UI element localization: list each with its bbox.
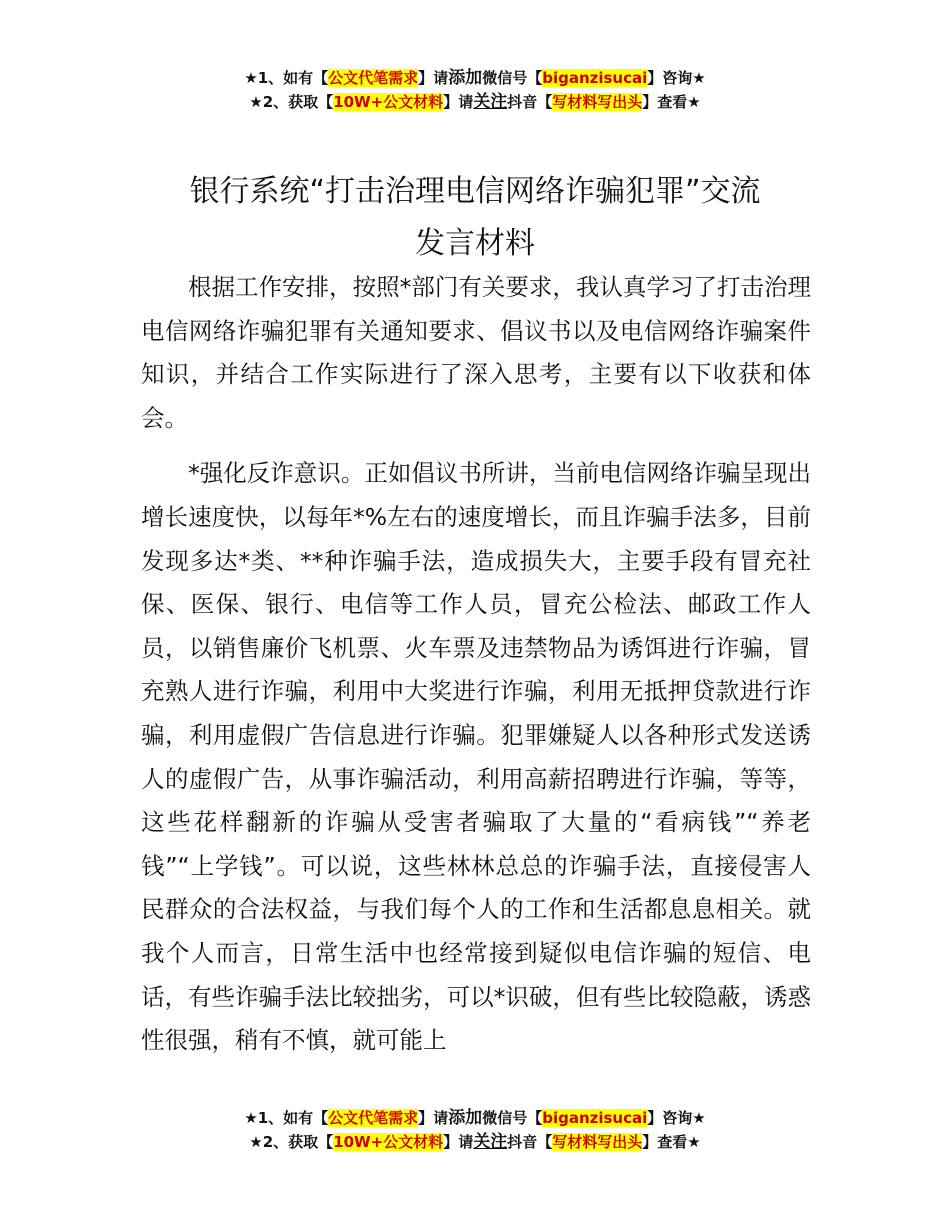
document-body xyxy=(141,266,811,1075)
highlight-douyin: 写材料写出头 xyxy=(552,93,643,111)
footer-banner xyxy=(0,1106,950,1154)
highlight-wechat-id: biganzisucai xyxy=(542,69,648,87)
banner-line-1: ★1、如有【公文代笔需求】请添加微信号【biganzisucai】咨询★ xyxy=(244,68,706,88)
footer-highlight-service: 公文代笔需求 xyxy=(328,1109,419,1127)
banner-line-2: ★2、获取【10W+公文材料】请关注抖音【写材料写出头】查看★ xyxy=(249,92,701,112)
footer-highlight-wechat-id: biganzisucai xyxy=(542,1109,648,1127)
footer-highlight-materials: 10W+公文材料 xyxy=(333,1133,444,1151)
header-banner xyxy=(0,66,950,114)
footer-highlight-douyin: 写材料写出头 xyxy=(552,1133,643,1151)
title-line-2: 发言材料 xyxy=(415,226,535,261)
title-line-1: 银行系统“打击治理电信网络诈骗犯罪”交流 xyxy=(189,174,761,209)
highlight-service: 公文代笔需求 xyxy=(328,69,419,87)
highlight-materials: 10W+公文材料 xyxy=(333,93,444,111)
footer-line-2: ★2、获取【10W+公文材料】请关注抖音【写材料写出头】查看★ xyxy=(249,1132,701,1152)
document-title xyxy=(140,166,810,270)
footer-line-1: ★1、如有【公文代笔需求】请添加微信号【biganzisucai】咨询★ xyxy=(244,1108,706,1128)
paragraph-intro: 根据工作安排，按照*部门有关要求，我认真学习了打击治理电信网络诈骗犯罪有关通知要求、倡议书以及电信网络诈骗案件知识，并结合工作实际进行了深入思考，主要有以下收获和体会。 xyxy=(141,273,811,432)
paragraph-anti-fraud: *强化反诈意识。正如倡议书所讲，当前电信网络诈骗呈现出增长速度快，以每年*%左右的速度增长，而且诈骗手法多，目前发现多达*类、**种诈骗手法，造成损失大，主要手段有冒充社保、医保、银行、电信等工作人员，冒充公检法、邮政工作人员，以销售廉价飞机票、火车票及违禁物品为诱饵进行诈骗，冒充熟人进行诈骗，利用中大奖进行诈骗，利用无抵押贷款进行诈骗，利用虚假广告信息进行诈骗。犯罪嫌疑人以各种形式发送诱人的虚假广告，从事诈骗活动，利用高薪招聘进行诈骗，等等，这些花样翻新的诈骗从受害者骗取了大量的“看病钱”“养老钱”“上学钱”。可以说，这些林林总总的诈骗手法，直接侵害人民群众的合法权益，与我们每个人的工作和生活都息息相关。就我个人而言，日常生活中也经常接到疑似电信诈骗的短信、电话，有些诈骗手法比较拙劣，可以*识破，但有些比较隐蔽，诱惑性很强，稍有不慎，就可能上 xyxy=(141,459,811,1055)
